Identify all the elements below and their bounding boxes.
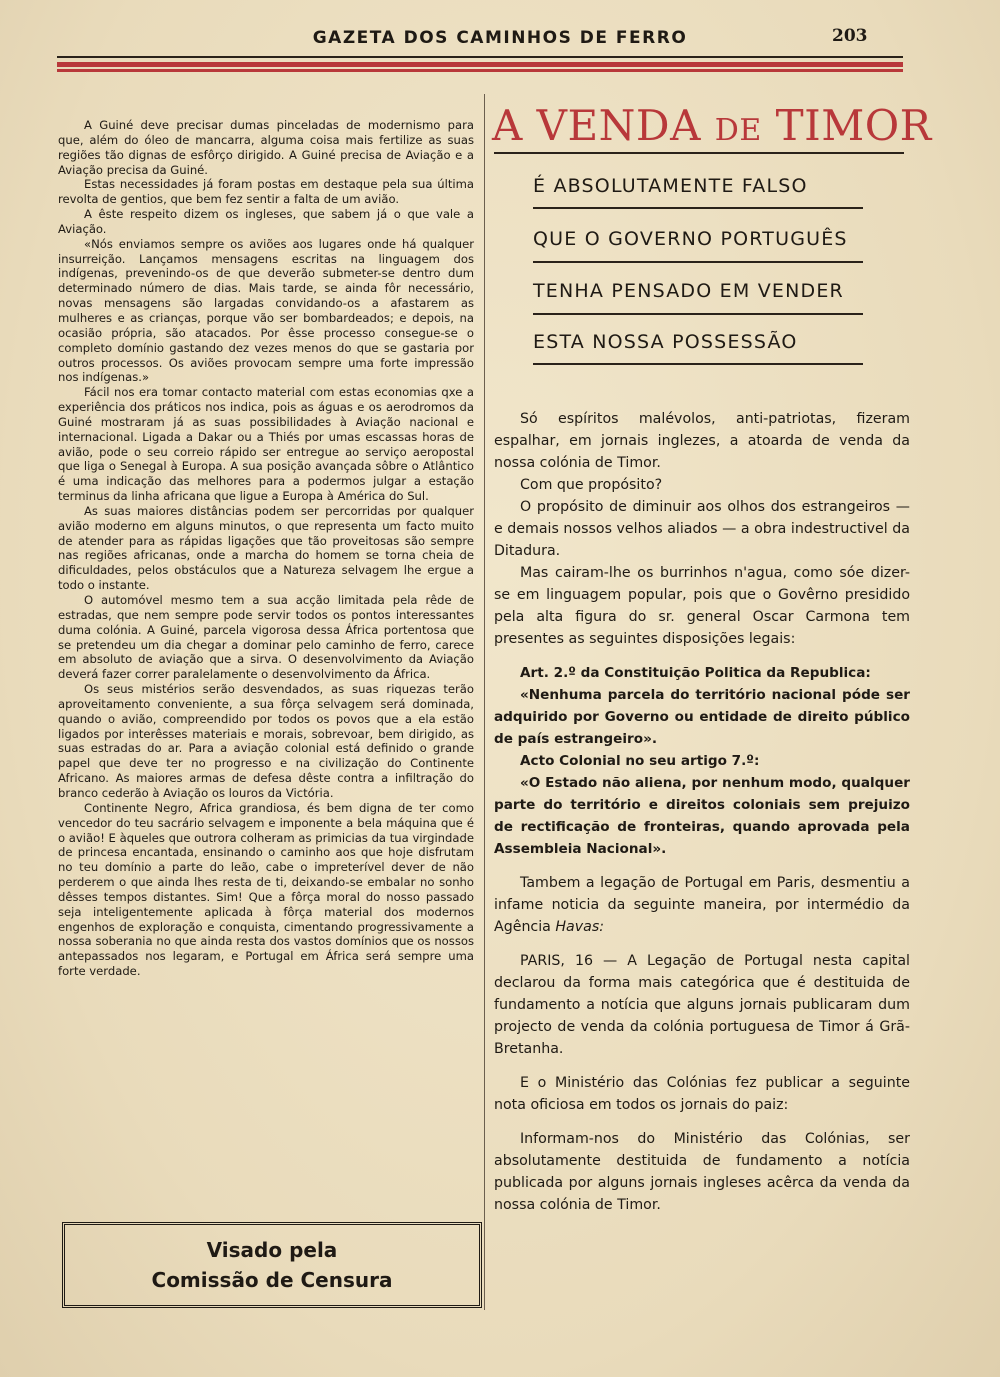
left-column — [58, 118, 474, 979]
left-paragraph: «Nós enviamos sempre os aviões aos lugares onde há qualquer insurreição. Lançamos mensagens escritas na linguagem dos indígenas, prevenindo-os de que deverão submeter-se dentro dum determinado número de dias. Mais tarde, se ainda fôr necessário, novas mensagens são largadas convidando-os a afastarem as mulheres e as crianças, porque vão ser bombardeados; e depois, na ocasião própria, são atacados. Por êsse processo consegue-se o completo domínio gastando dez vezes menos do que se gastaria por outros processos. Os aviões provocam sempre uma forte impressão nos indígenas.» — [58, 236, 474, 385]
left-paragraph: O automóvel mesmo tem a sua acção limitada pela rêde de estradas, que nem sempre pode servir todos os pontos interessantes duma colónia. A Guiné, parcela vigorosa dessa África portentosa que se pretendeu um dia chegar a dominar pelo caminho de ferro, carece em absoluto de aviação que a sirva. O desenvolvimento da Aviação deverá fazer correr paralelamente o desenvolvimento da África. — [58, 593, 474, 682]
header-rule-red-thin — [57, 69, 903, 72]
header-rule-black — [57, 56, 903, 58]
havas-text: Tambem a legação de Portugal em Paris, desmentiu a infame noticia da seguinte maneira, por intermédio da Agência — [494, 875, 910, 935]
left-paragraph: Fácil nos era tomar contacto material com estas economias qxe a experiência dos práticos nos indica, pois as águas e os aerodromos da Guiné mostraram já as suas possibilidades à Aviação nacional e internacional. Ligada a Dakar ou a Thiés por umas escassas horas de avião, pode o seu correio rápido ser entregue ao serviço aeropostal que liga o Senegal à Europa. A sua posição avançada sôbre o Atlântico é uma indicação das melhores para a podermos julgar a estação terminus da linha africana que ligue a Europa à América do Sul. — [58, 385, 474, 504]
legal-heading: Art. 2.º da Constituição Politica da Republica: — [520, 665, 871, 681]
subhead-rule — [533, 313, 863, 315]
censor-line-2: Comissão de Censura — [151, 1268, 393, 1292]
title-part-b: TIMOR — [775, 101, 932, 150]
left-paragraph: Continente Negro, Africa grandiosa, és bem digna de ter como vencedor do teu sacrário selvagem e imponente a bela máquina que é o avião! E àqueles que outrora colheram as primicias da tua virgindade de princesa encantada, ensinando o caminho aos que hoje disfrutam no teu domínio a parte do leão, cabe o impreterível dever de não perderem o que ainda lhes resta de ti, deixando-se embalar no sonho dêsses tempos distantes. Sim! Que a fôrça moral do nosso passado seja inteligentemente aplicada à fôrça material dos modernos engenhos de exploração e conquista, cimentando progressivamente a nossa soberania no que ainda resta dos vastos domínios que os nossos antepassados nos legaram, e Portugal em África será sempre uma forte verdade. — [58, 800, 474, 979]
publication-title: GAZETA DOS CAMINHOS DE FERRO — [312, 28, 688, 48]
article-paragraph — [494, 872, 910, 938]
column-divider — [484, 94, 485, 1310]
header-rule-red — [57, 62, 903, 67]
article-title — [492, 100, 932, 157]
censor-stamp-box — [62, 1222, 482, 1308]
article-paragraph: Informam-nos do Ministério das Colónias, ser absolutamente destituida de fundamento a notícia publicada por alguns jornais ingleses acêrca da venda da nossa colónia de Timor. — [494, 1131, 910, 1213]
censor-line-1: Visado pela — [206, 1238, 338, 1262]
title-part-a: A VENDA — [492, 101, 701, 150]
legal-heading: Acto Colonial no seu artigo 7.º: — [520, 753, 760, 769]
title-underline — [494, 152, 904, 154]
subhead-rule — [533, 207, 863, 209]
article-paragraph: Mas cairam-lhe os burrinhos n'agua, como sóe dizer-se em linguagem popular, pois que o Govêrno presidido pela alta figura do sr. general Oscar Carmona tem presentes as seguintes disposições legais: — [494, 565, 910, 647]
legal-quote: «Nenhuma parcela do território nacional póde ser adquirido por Governo ou entidade de direito público de país estrangeiro». — [494, 687, 910, 747]
subhead-1: É ABSOLUTAMENTE FALSO — [533, 175, 808, 197]
subhead-3: TENHA PENSADO EM VENDER — [533, 280, 844, 302]
article-paragraph: Com que propósito? — [520, 477, 663, 493]
article-paragraph: O propósito de diminuir aos olhos dos estrangeiros — e demais nossos velhos aliados — a obra indestructivel da Ditadura. — [494, 499, 910, 559]
subhead-rule — [533, 261, 863, 263]
subhead-2: QUE O GOVERNO PORTUGUÊS — [533, 228, 848, 250]
subhead-4: ESTA NOSSA POSSESSÃO — [533, 331, 798, 353]
article-paragraph: PARIS, 16 — A Legação de Portugal nesta capital declarou da forma mais categórica que é destituida de fundamento a notícia que alguns jornais publicaram dum projecto de venda da colónia portuguesa de Timor á Grã-Bretanha. — [494, 953, 910, 1057]
page-number: 203 — [832, 26, 868, 46]
left-paragraph: As suas maiores distâncias podem ser percorridas por qualquer avião moderno em alguns minutos, o que representa um facto muito de atender para as rápidas ligações que tão proveitosas são sempre nas regiões africanas, onde a marcha do homem se torna cheia de dificuldades, pelos obstáculos que a Natureza selvagem lhe ergue a todo o instante. — [58, 503, 474, 593]
left-paragraph: A êste respeito dizem os ingleses, que sabem já o que vale a Aviação. — [58, 207, 474, 236]
article-paragraph: Só espíritos malévolos, anti-patriotas, fizeram espalhar, em jornais inglezes, a atoarda de venda da nossa colónia de Timor. — [494, 411, 910, 471]
legal-quote: «O Estado não aliena, por nenhum modo, qualquer parte do território e direitos coloniais sem prejuizo de rectificação de fronteiras, quando aprovada pela Assembleia Nacional». — [494, 775, 910, 857]
left-paragraph: Estas necessidades já foram postas em destaque pela sua última revolta de gentios, que bem fez sentir a falta de um avião. — [58, 177, 474, 207]
left-paragraph: Os seus mistérios serão desvendados, as suas riquezas terão aproveitamento conveniente, a sua fôrça selvagem será dominada, quando o avião, compreendido por todos os povos que a ela estão ligados por interêsses materiais e morais, sobrevoar, bem dirigido, as suas estradas do ar. Para a aviação colonial está definido o grande papel que deve ter no progresso e na civilização do Continente Africano. As maiores armas de defesa dêste contra a infiltração do branco cederão à Aviação os louros da Victória. — [58, 682, 474, 800]
article-paragraph: E o Ministério das Colónias fez publicar a seguinte nota oficiosa em todos os jornais do paiz: — [494, 1075, 910, 1113]
subhead-rule — [533, 363, 863, 365]
title-part-de: DE — [714, 113, 762, 148]
havas-agency: Havas: — [555, 919, 605, 935]
right-column — [494, 408, 910, 1216]
left-paragraph: A Guiné deve precisar dumas pinceladas de modernismo para que, além do óleo de mancarra, alguma coisa mais fertilize as suas regiões tão dignas de esfôrço dirigido. A Guiné precisa de Aviação e a Aviação precisa da Guiné. — [58, 118, 474, 177]
